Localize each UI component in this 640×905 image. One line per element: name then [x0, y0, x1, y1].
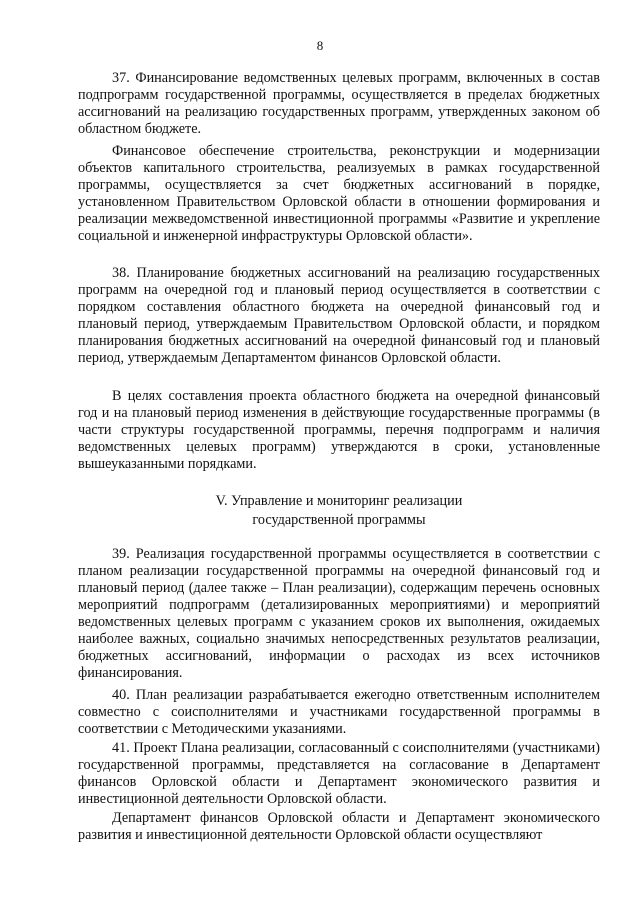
paragraph-37: 37. Финансирование ведомственных целевых программ, включенных в состав подпрограмм государственной программы, осуществляется в пределах бюджетных ассигнований на реализацию государственных программ, утвержденных законом об областном бюджете.: [78, 70, 600, 137]
paragraph-41: 41. Проект Плана реализации, согласованный с соисполнителями (участниками) государственной программы, представляется на согласование в Департамент финансов Орловской области и Департамент экономического развития и инвестиционной деятельности Орловской области.: [78, 740, 600, 807]
paragraph-37-financing: Финансовое обеспечение строительства, реконструкции и модернизации объектов капитального строительства, реализуемых в рамках государственной программы, осуществляется за счет бюджетных ассигнований в порядке, установленном Правительством Орловской области в отношении формирования и реализации межведомственной инвестиционной программы «Развитие и укрепление социальной и инженерной инфраструктуры Орловской области».: [78, 143, 600, 244]
section-heading-line-1: V. Управление и мониторинг реализации: [215, 493, 463, 509]
page-number: 8: [316, 38, 324, 53]
paragraph-39: 39. Реализация государственной программы осуществляется в соответствии с планом реализации государственной программы на очередной финансовый год и плановый период (далее также – План реализации), содержащим перечень основных мероприятий подпрограмм (детализированных мероприятиями) и мероприятий ведомственных целевых программ с указанием сроков их выполнения, ожидаемых наиболее важных, социально значимых непосредственных результатов реализации, бюджетных ассигнований, информации о расходах из всех источников финансирования.: [78, 546, 600, 681]
paragraph-41-departments: Департамент финансов Орловской области и Департамент экономического развития и инвестиционной деятельности Орловской области осуществляют: [78, 810, 600, 843]
section-heading: [78, 492, 600, 530]
paragraph-38: 38. Планирование бюджетных ассигнований на реализацию государственных программ на очередной год и плановый период осуществляется в соответствии с порядком составления областного бюджета на очередной финансовый год и плановый период, утверждаемым Правительством Орловской области, и порядком планирования бюджетных ассигнований на очередной финансовый год и плановый период, утверждаемым Департаментом финансов Орловской области.: [78, 265, 600, 366]
section-heading-line-2: государственной программы: [252, 512, 426, 528]
paragraph-40: 40. План реализации разрабатывается ежегодно ответственным исполнителем совместно с соисполнителями и участниками государственной программы в соответствии с Методическими указаниями.: [78, 687, 600, 737]
paragraph-38-budget-draft: В целях составления проекта областного бюджета на очередной финансовый год и на плановый период изменения в действующие государственные программы (в части структуры государственной программы, перечня подпрограмм и наличия ведомственных целевых программ) утверждаются в сроки, установленные вышеуказанными порядками.: [78, 388, 600, 472]
